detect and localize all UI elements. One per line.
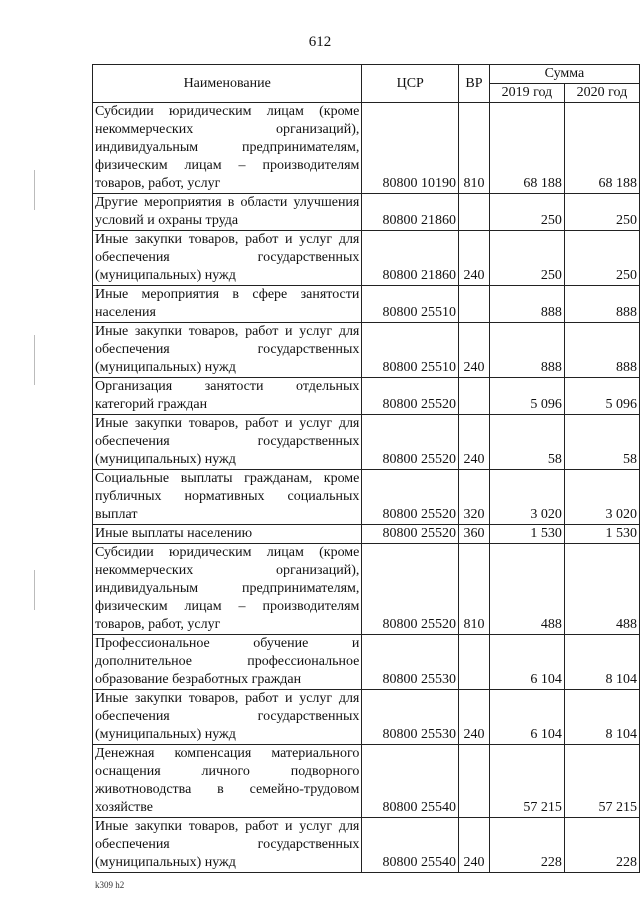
cell-sum-2020: 8 104 <box>564 635 639 690</box>
table-row <box>93 286 640 323</box>
cell-sum-2020: 1 530 <box>564 525 639 544</box>
cell-sum-2019: 250 <box>489 231 564 286</box>
cell-vr: 320 <box>459 470 490 525</box>
cell-csr: 80800 21860 <box>362 194 459 231</box>
cell-sum-2019: 1 530 <box>489 525 564 544</box>
cell-csr: 80800 25540 <box>362 818 459 873</box>
cell-vr: 240 <box>459 323 490 378</box>
cell-vr: 810 <box>459 544 490 635</box>
table-row <box>93 525 640 544</box>
cell-sum-2020: 888 <box>564 323 639 378</box>
cell-csr: 80800 25510 <box>362 286 459 323</box>
cell-sum-2019: 250 <box>489 194 564 231</box>
header-csr: ЦСР <box>362 65 459 103</box>
cell-name: Иные закупки товаров, работ и услуг для обеспечения государственных (муниципальных) нужд <box>93 690 362 745</box>
margin-mark <box>34 335 35 385</box>
cell-vr: 240 <box>459 818 490 873</box>
cell-sum-2020: 888 <box>564 286 639 323</box>
cell-name: Другие мероприятия в области улучшения условий и охраны труда <box>93 194 362 231</box>
cell-sum-2019: 68 188 <box>489 103 564 194</box>
header-name: Наименование <box>93 65 362 103</box>
cell-name: Иные закупки товаров, работ и услуг для обеспечения государственных (муниципальных) нужд <box>93 323 362 378</box>
header-sum: Сумма <box>489 65 639 84</box>
footer-code: k309 h2 <box>95 880 125 890</box>
cell-csr: 80800 25520 <box>362 470 459 525</box>
table-row <box>93 231 640 286</box>
cell-sum-2020: 58 <box>564 415 639 470</box>
cell-sum-2020: 250 <box>564 194 639 231</box>
cell-vr <box>459 378 490 415</box>
cell-vr <box>459 635 490 690</box>
cell-sum-2019: 5 096 <box>489 378 564 415</box>
cell-sum-2020: 8 104 <box>564 690 639 745</box>
cell-name: Иные закупки товаров, работ и услуг для обеспечения государственных (муниципальных) нужд <box>93 231 362 286</box>
cell-csr: 80800 21860 <box>362 231 459 286</box>
cell-name: Субсидии юридическим лицам (кроме некоммерческих организаций), индивидуальным предпринимателям, физическим лицам – производителям товаров, работ, услуг <box>93 544 362 635</box>
table-row <box>93 415 640 470</box>
cell-vr: 810 <box>459 103 490 194</box>
cell-name: Субсидии юридическим лицам (кроме некоммерческих организаций), индивидуальным предпринимателям, физическим лицам – производителям товаров, работ, услуг <box>93 103 362 194</box>
header-year-2020: 2020 год <box>564 84 639 103</box>
cell-sum-2020: 488 <box>564 544 639 635</box>
table-row <box>93 818 640 873</box>
cell-name: Организация занятости отдельных категорий граждан <box>93 378 362 415</box>
cell-vr: 240 <box>459 690 490 745</box>
cell-sum-2019: 888 <box>489 323 564 378</box>
cell-sum-2019: 6 104 <box>489 690 564 745</box>
cell-name: Профессиональное обучение и дополнительное профессиональное образование безработных граждан <box>93 635 362 690</box>
cell-sum-2020: 5 096 <box>564 378 639 415</box>
cell-csr: 80800 25520 <box>362 378 459 415</box>
cell-csr: 80800 25520 <box>362 415 459 470</box>
cell-sum-2019: 228 <box>489 818 564 873</box>
cell-vr <box>459 286 490 323</box>
cell-name: Денежная компенсация материального оснащения личного подворного животноводства в семейно-трудовом хозяйстве <box>93 745 362 818</box>
cell-csr: 80800 10190 <box>362 103 459 194</box>
header-row <box>93 65 640 84</box>
cell-name: Иные закупки товаров, работ и услуг для обеспечения государственных (муниципальных) нужд <box>93 415 362 470</box>
table-row <box>93 323 640 378</box>
margin-mark <box>34 570 35 610</box>
cell-vr <box>459 194 490 231</box>
cell-vr: 360 <box>459 525 490 544</box>
cell-csr: 80800 25530 <box>362 690 459 745</box>
table-row <box>93 690 640 745</box>
margin-mark <box>34 170 35 210</box>
table-row <box>93 635 640 690</box>
cell-sum-2020: 3 020 <box>564 470 639 525</box>
table-row <box>93 745 640 818</box>
cell-sum-2019: 6 104 <box>489 635 564 690</box>
cell-vr: 240 <box>459 415 490 470</box>
cell-name: Иные выплаты населению <box>93 525 362 544</box>
header-year-2019: 2019 год <box>489 84 564 103</box>
cell-vr: 240 <box>459 231 490 286</box>
cell-sum-2019: 3 020 <box>489 470 564 525</box>
cell-sum-2020: 57 215 <box>564 745 639 818</box>
budget-table <box>92 64 640 873</box>
table-row <box>93 103 640 194</box>
cell-name: Иные мероприятия в сфере занятости населения <box>93 286 362 323</box>
page-number: 612 <box>308 34 332 50</box>
cell-sum-2019: 488 <box>489 544 564 635</box>
cell-vr <box>459 745 490 818</box>
cell-csr: 80800 25530 <box>362 635 459 690</box>
cell-sum-2019: 888 <box>489 286 564 323</box>
cell-sum-2020: 228 <box>564 818 639 873</box>
cell-sum-2019: 58 <box>489 415 564 470</box>
cell-csr: 80800 25520 <box>362 525 459 544</box>
table-row <box>93 544 640 635</box>
cell-csr: 80800 25540 <box>362 745 459 818</box>
cell-csr: 80800 25510 <box>362 323 459 378</box>
cell-sum-2019: 57 215 <box>489 745 564 818</box>
cell-csr: 80800 25520 <box>362 544 459 635</box>
table-row <box>93 470 640 525</box>
table-row <box>93 378 640 415</box>
table-row <box>93 194 640 231</box>
cell-name: Иные закупки товаров, работ и услуг для обеспечения государственных (муниципальных) нужд <box>93 818 362 873</box>
cell-sum-2020: 250 <box>564 231 639 286</box>
table-body <box>93 103 640 873</box>
header-vr: ВР <box>459 65 490 103</box>
cell-sum-2020: 68 188 <box>564 103 639 194</box>
cell-name: Социальные выплаты гражданам, кроме публичных нормативных социальных выплат <box>93 470 362 525</box>
